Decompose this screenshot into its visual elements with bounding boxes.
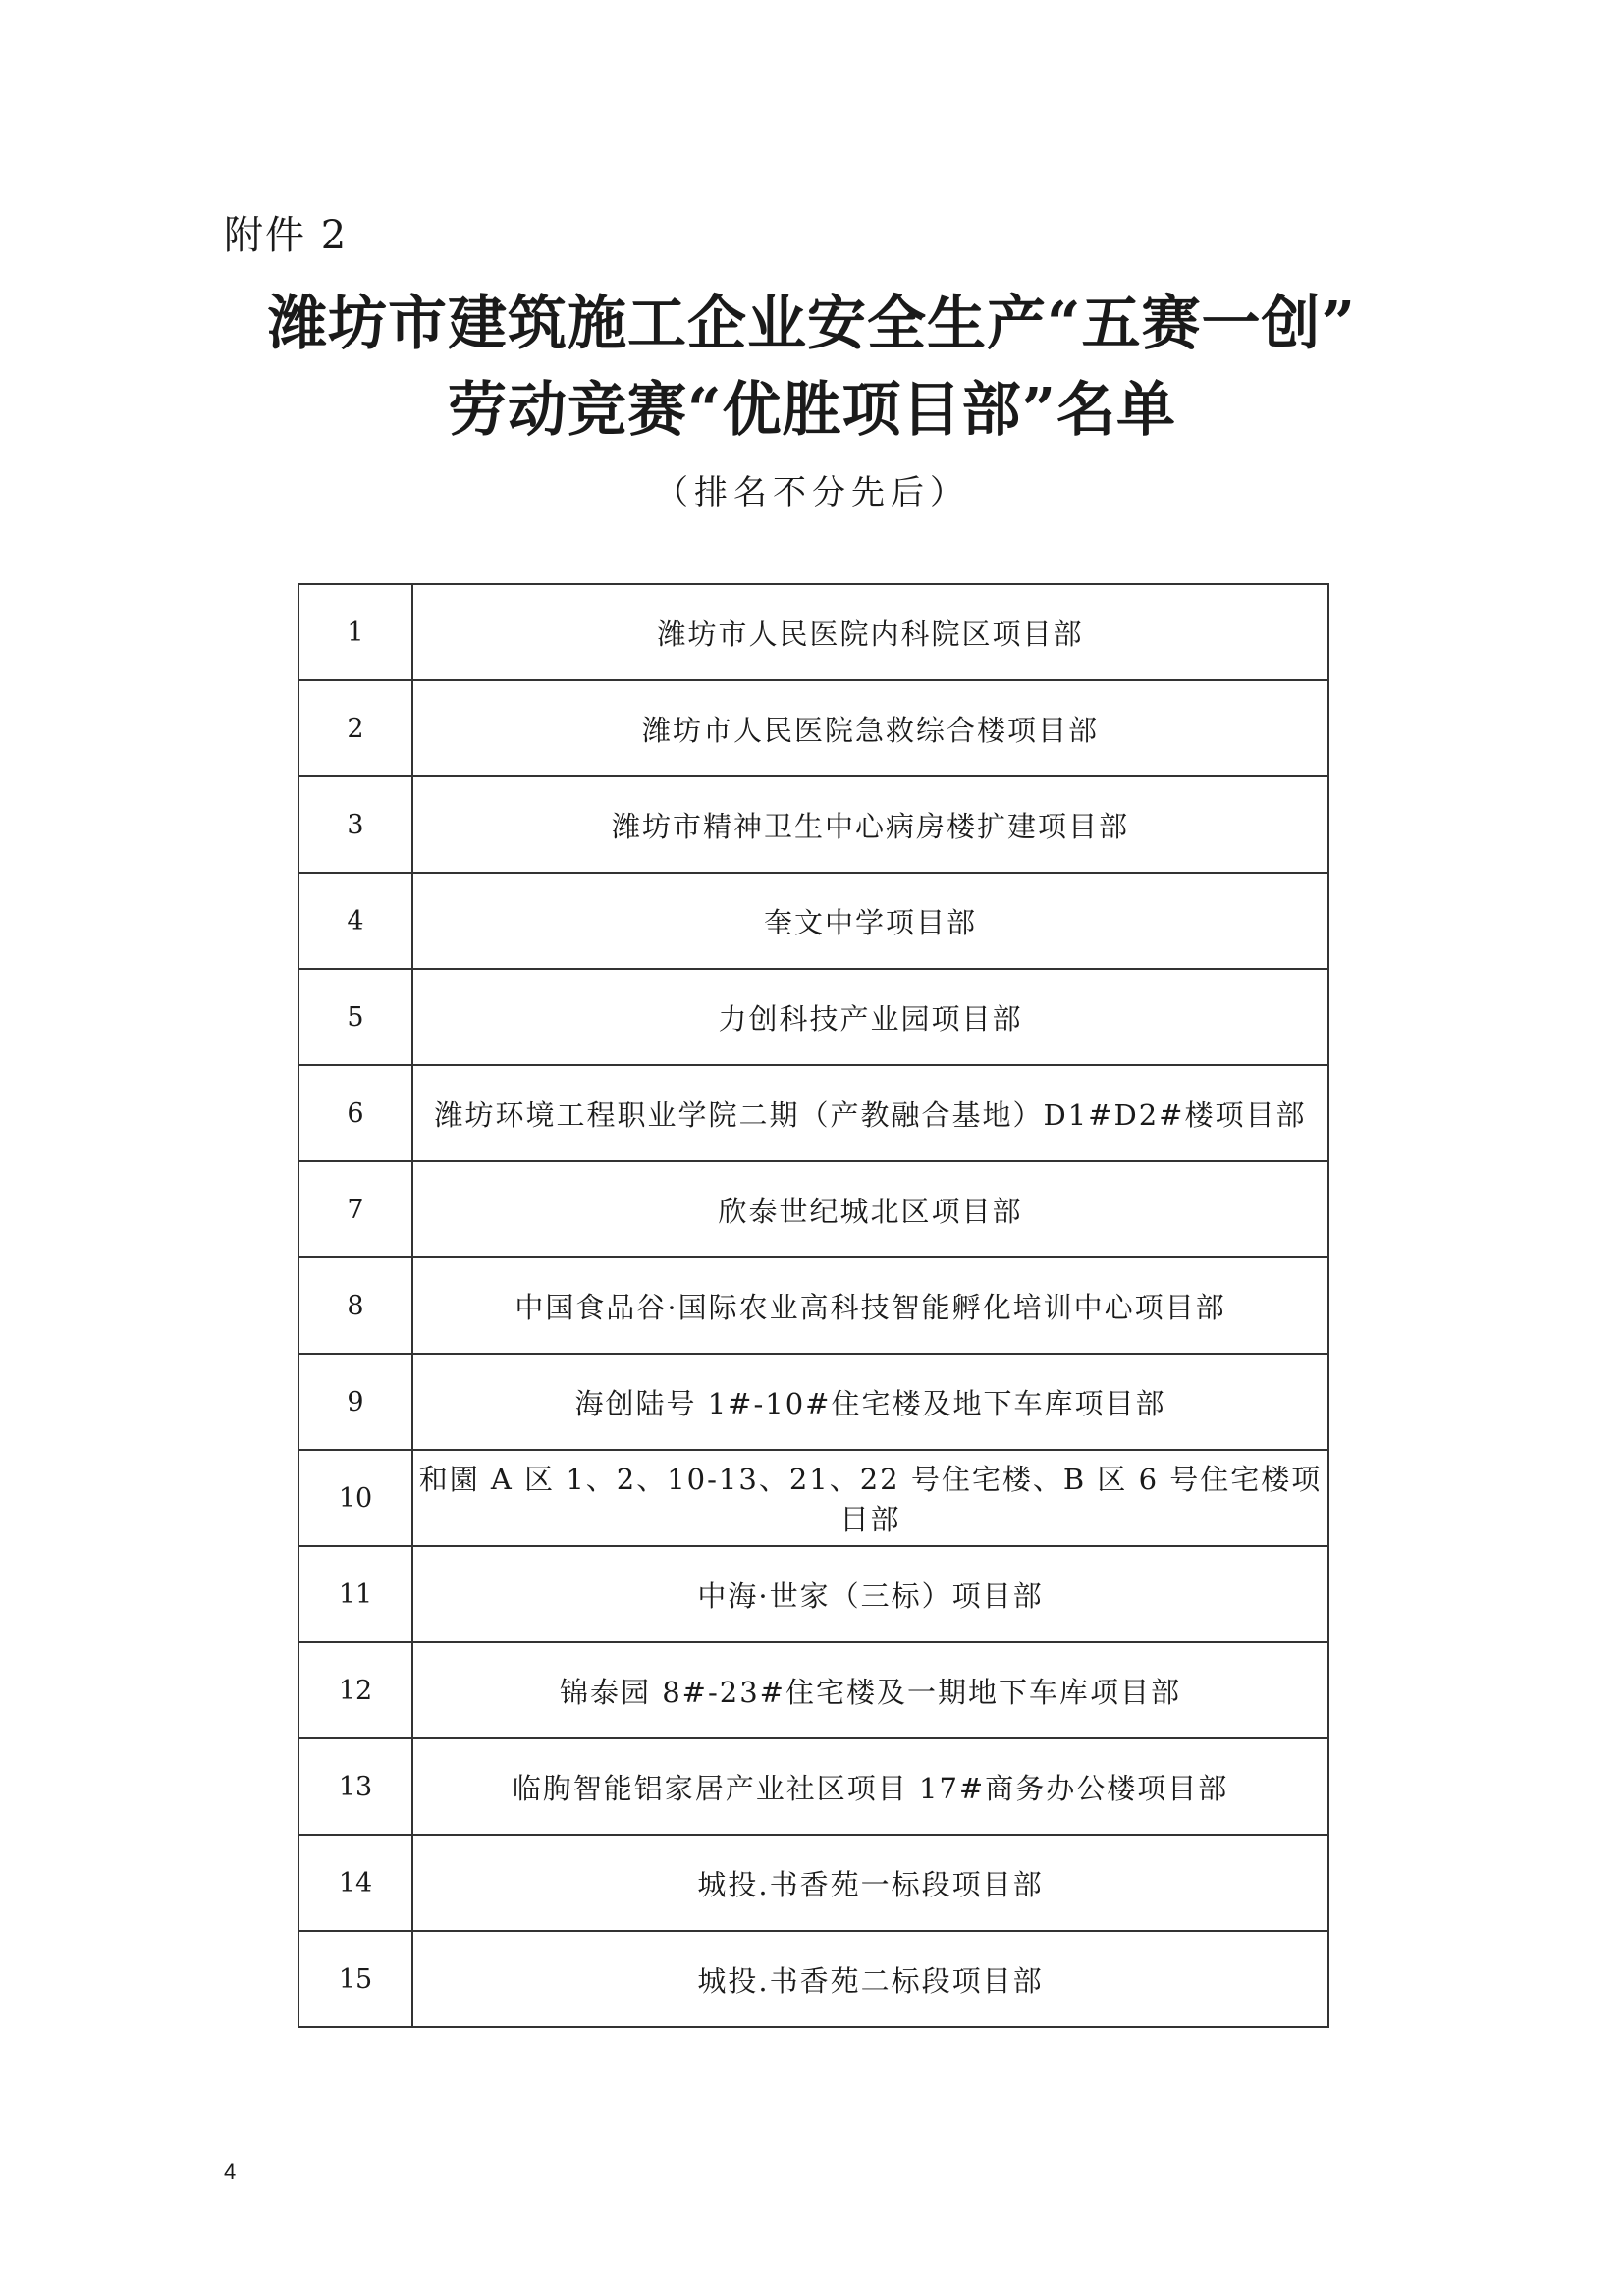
project-name: 中国食品谷·国际农业高科技智能孵化培训中心项目部 (412, 1257, 1328, 1354)
row-number: 1 (298, 584, 412, 680)
row-number: 10 (298, 1450, 412, 1546)
row-number: 7 (298, 1161, 412, 1257)
project-name: 城投.书香苑一标段项目部 (412, 1835, 1328, 1931)
table-row (298, 1642, 1328, 1738)
project-name: 潍坊市人民医院内科院区项目部 (412, 584, 1328, 680)
table-row (298, 1546, 1328, 1642)
table-row (298, 1354, 1328, 1450)
row-number: 4 (298, 873, 412, 969)
table-row (298, 1738, 1328, 1835)
row-number: 13 (298, 1738, 412, 1835)
table-row (298, 969, 1328, 1065)
document-title-line-2: 劳动竞赛“优胜项目部”名单 (447, 376, 1177, 445)
project-name: 锦泰园 8#-23#住宅楼及一期地下车库项目部 (412, 1642, 1328, 1738)
page-number: 4 (224, 2160, 237, 2184)
table-row (298, 1161, 1328, 1257)
row-number: 15 (298, 1931, 412, 2027)
project-name: 城投.书香苑二标段项目部 (412, 1931, 1328, 2027)
project-name: 欣泰世纪城北区项目部 (412, 1161, 1328, 1257)
table-row (298, 1257, 1328, 1354)
project-name: 潍坊环境工程职业学院二期（产教融合基地）D1#D2#楼项目部 (412, 1065, 1328, 1161)
table-row (298, 584, 1328, 680)
project-name: 力创科技产业园项目部 (412, 969, 1328, 1065)
project-name: 海创陆号 1#-10#住宅楼及地下车库项目部 (412, 1354, 1328, 1450)
row-number: 2 (298, 680, 412, 776)
project-name: 中海·世家（三标）项目部 (412, 1546, 1328, 1642)
document-subtitle: （排名不分先后） (655, 473, 969, 512)
row-number: 3 (298, 776, 412, 873)
project-name: 潍坊市人民医院急救综合楼项目部 (412, 680, 1328, 776)
table-row (298, 1065, 1328, 1161)
table-row (298, 1450, 1328, 1546)
project-name: 潍坊市精神卫生中心病房楼扩建项目部 (412, 776, 1328, 873)
table-row (298, 1931, 1328, 2027)
table-row (298, 1835, 1328, 1931)
row-number: 9 (298, 1354, 412, 1450)
table-row (298, 873, 1328, 969)
table-row (298, 680, 1328, 776)
project-name: 奎文中学项目部 (412, 873, 1328, 969)
row-number: 5 (298, 969, 412, 1065)
project-list-table (298, 583, 1329, 2028)
row-number: 12 (298, 1642, 412, 1738)
row-number: 6 (298, 1065, 412, 1161)
row-number: 11 (298, 1546, 412, 1642)
project-name: 临朐智能铝家居产业社区项目 17#商务办公楼项目部 (412, 1738, 1328, 1835)
row-number: 8 (298, 1257, 412, 1354)
table-row (298, 776, 1328, 873)
document-title-line-1: 潍坊市建筑施工企业安全生产“五赛一创” (267, 290, 1357, 358)
row-number: 14 (298, 1835, 412, 1931)
project-name: 和園 A 区 1、2、10-13、21、22 号住宅楼、B 区 6 号住宅楼项目部 (412, 1450, 1328, 1546)
attachment-label: 附件 2 (224, 213, 349, 258)
